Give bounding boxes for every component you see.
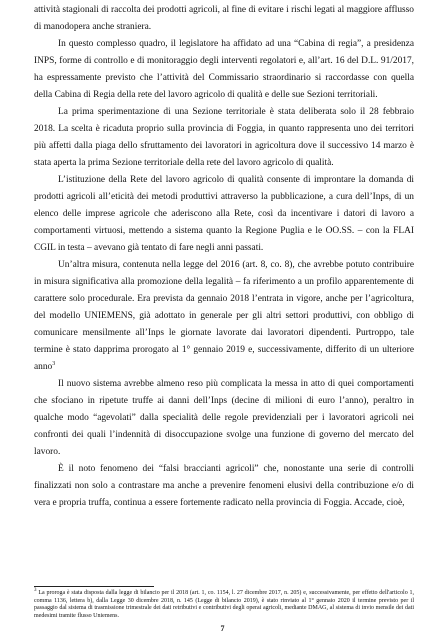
footnote-marker: 3 xyxy=(34,588,37,593)
paragraph-5 xyxy=(34,257,414,376)
body-text xyxy=(34,2,414,512)
footnote-text: La proroga è stata disposta dalla legge di bilancio per il 2018 (art. 1, co. 1154, l. 27 dicembre 2017, n. 205) e, successivamente, per effetto dell'articolo 1, comma 1136, lettera b), dalla Legge 30 dicembre 2018, n. 145 (Legge di bilancio 2019), è stato rinviato al 1° gennaio 2020 il termine previsto per il passaggio dal sistema di trasmissione trimestrale dei dati retributivi e contributivi degli operai agricoli, mediante DMAG, al sistema di invio mensile dei dati medesimi tramite flusso Uniemens. xyxy=(34,590,415,619)
footnote xyxy=(34,590,414,620)
page-number: 7 xyxy=(220,624,225,633)
footnote-separator xyxy=(34,586,154,587)
footnote-reference[interactable]: 3 xyxy=(52,360,56,367)
paragraph-2: In questo complesso quadro, il legislatore ha affidato ad una “Cabina di regia”, a presidenza INPS, forme di controllo e di monitoraggio degli interventi regolatori e, all’art. 16 del D.L. 91/2017, ha espressamente previsto che l’attività del Commissario straordinario si raccordasse con quella della Cabina di Regia della rete del lavoro agricolo di qualità e delle sue Sezioni territoriali. xyxy=(34,39,414,100)
paragraph-4: L’istituzione della Rete del lavoro agricolo di qualità consente di improntare la domanda di prodotti agricoli all’eticità dei metodi produttivi attraverso la pubblicazione, a cura dell’Inps, di un elenco delle imprese agricole che aderiscono alla Rete, così da incentivare i datori di lavoro a comportamenti virtuosi, mettendo a sistema quanto la Regione Puglia e le OO.SS. – con la FLAI CGIL in testa – avevano già tentato di fare negli anni passati. xyxy=(34,175,414,253)
paragraph-3: La prima sperimentazione di una Sezione territoriale è stata deliberata solo il 28 febbraio 2018. La scelta è ricaduta proprio sulla provincia di Foggia, in quanto rappresenta uno dei territori più affetti dalla piaga dello sfruttamento dei lavoratori in agricoltura dove il successivo 14 marzo è stata aperta la prima Sezione territoriale della rete del lavoro agricolo di qualità. xyxy=(34,107,414,168)
paragraph-6: Il nuovo sistema avrebbe almeno reso più complicata la messa in atto di quei comportamenti che sfociano in ripetute truffe ai danni dell’Inps (decine di milioni di euro l’anno), peraltro in qualche modo “agevolati” dalla specialità delle regole previdenziali per i lavoratori agricoli nei confronti dei quali l’indennità di disoccupazione svolge una funzione di governo del mercato del lavoro. xyxy=(34,379,414,457)
paragraph-1: attività stagionali di raccolta dei prodotti agricoli, al fine di evitare i rischi legati al maggiore afflusso di manodopera anche straniera. xyxy=(34,5,414,32)
paragraph-7: È il noto fenomeno dei “falsi braccianti agricoli” che, nonostante una serie di controlli finalizzati non solo a contrastare ma anche a prevenire fenomeni elusivi della contribuzione e/o di vera e propria truffa, continua a essere fortemente radicato nella provincia di Foggia. Accade, cioè, xyxy=(34,464,414,508)
paragraph-5-text: Un’altra misura, contenuta nella legge del 2016 (art. 8, co. 8), che avrebbe potuto contribuire in misura significativa alla promozione della legalità – fa riferimento a un profilo apparentemente di carattere solo procedurale. Era prevista da gennaio 2018 l’entrata in vigore, anche per l’agricoltura, del modello UNIEMENS, già adottato in generale per gli altri settori produttivi, con obbligo di comunicare mensilmente all’Inps le giornate lavorate dai lavoratori dipendenti. Purtroppo, tale termine è stato dapprima prorogato al 1° gennaio 2019 e, successivamente, differito di un ulteriore anno xyxy=(34,260,414,372)
